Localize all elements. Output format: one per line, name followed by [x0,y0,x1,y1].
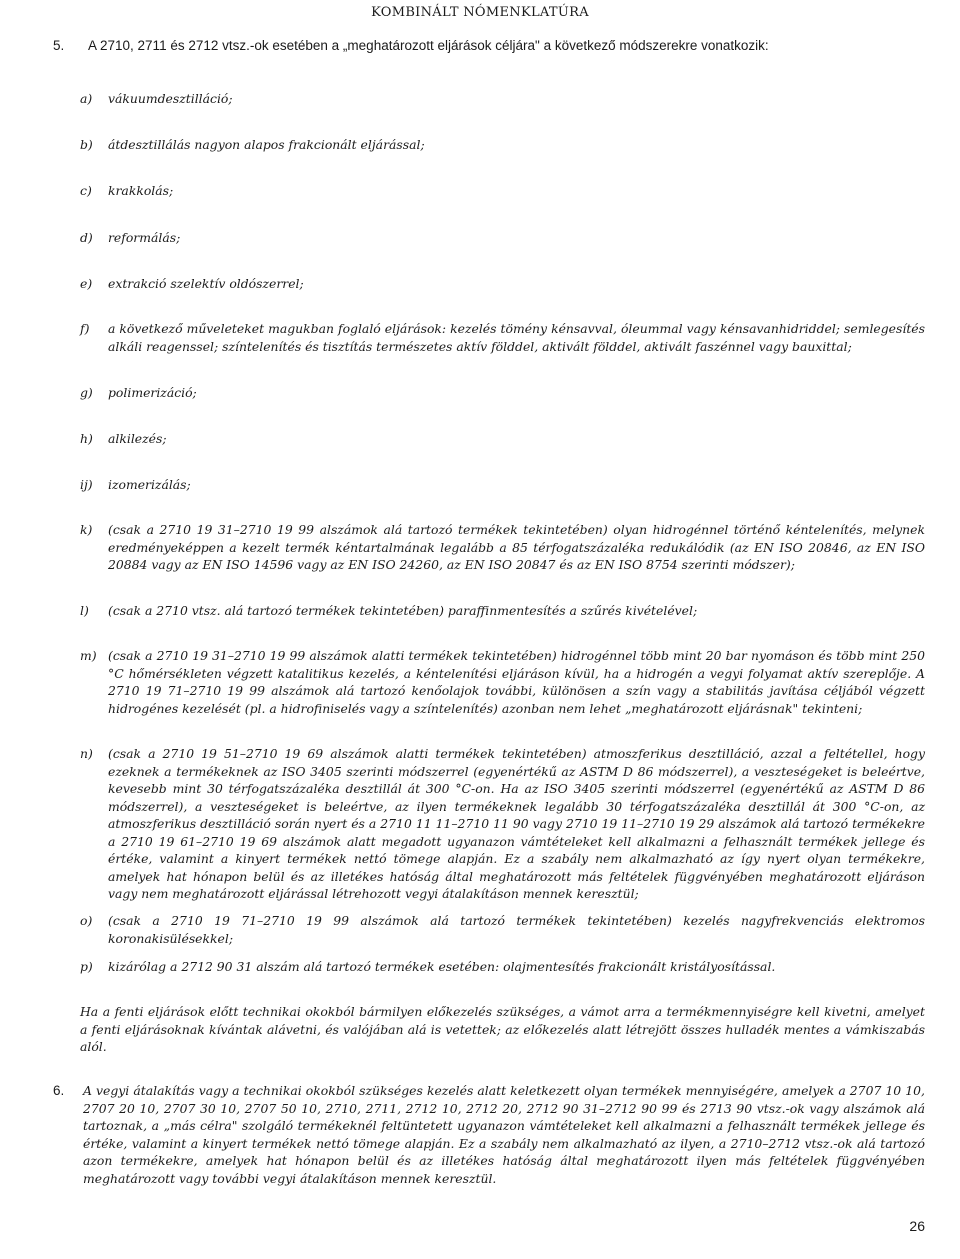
list-item-b [80,136,925,154]
list-item-label: d) [80,230,93,245]
list-item-text: (csak a 2710 19 31–2710 19 99 alszámok alá tartozó termékek tekintetében) olyan hidrogénnel történő kéntelenítés, melynek eredményeképpen a kezelt termék kéntartalmának legalább a 85 térfogatszázaléka redukálódik (az EN ISO 20846, az EN ISO 20884 vagy az EN ISO 14596 vagy az EN ISO 24260, az EN ISO 20847 és az EN ISO 8754 szerinti módszer); [108,522,925,572]
list-item-label: k) [80,522,93,537]
list-item-text: izomerizálás; [108,477,191,492]
list-item-d [80,229,925,247]
list-item-text: a következő műveleteket magukban foglaló eljárások: kezelés tömény kénsavval, óleummal vagy kénsavanhidriddel; semlegesítés alkáli reagenssel; színtelenítés és tisztítás természetes aktív földdel, aktivált földdel, aktivált faszénnel vagy bauxittal; [108,321,925,354]
point-5-number: 5. [53,38,65,53]
list-item-label: m) [80,648,97,663]
point-6-number: 6. [53,1083,65,1098]
list-item-n [80,745,925,903]
list-item-f [80,320,925,355]
list-item-m [80,647,925,717]
list-item-text: átdesztillálás nagyon alapos frakcionált eljárással; [108,137,425,152]
list-item-text: alkilezés; [108,431,167,446]
list-item-label: o) [80,913,93,928]
list-item-a [80,90,925,108]
list-item-label: e) [80,276,93,291]
list-item-l [80,602,925,620]
list-item-text: (csak a 2710 19 31–2710 19 99 alszámok alatti termékek tekintetében) hidrogénnel több mint 20 bar nyomáson és több mint 250 °C hőmérsékleten végzett katalitikus kezelés, a kéntelenítési eljáráson kívül, ha a hidrogén a vegyi folyamat aktív szereplője. A 2710 19 71–2710 19 99 alszámok alá tartozó kenőolajok további, különösen a szín vagy a stabilitás javítása céljából végzett hidrogénes kezelését (pl. a hidrofiniselés vagy a színtelenítés) azonban nem lehet „meghatározott eljárásnak" tekinteni; [108,648,925,716]
list-item-g [80,384,925,402]
list-item-text: vákuumdesztilláció; [108,91,233,106]
list-item-label: h) [80,431,93,446]
list-item-text: extrakció szelektív oldószerrel; [108,276,304,291]
list-item-label: l) [80,603,89,618]
list-item-e [80,275,925,293]
list-item-text: (csak a 2710 vtsz. alá tartozó termékek tekintetében) paraffinmentesítés a szűrés kivételével; [108,603,698,618]
list-item-label: b) [80,137,93,152]
list-item-k [80,521,925,574]
page-number: 26 [909,1218,925,1234]
list-item-text: (csak a 2710 19 71–2710 19 99 alszámok alá tartozó termékek tekintetében) kezelés nagyfrekvenciás elektromos koronakisülésekkel; [108,913,925,946]
list-item-label: g) [80,385,93,400]
list-item-label: p) [80,959,93,974]
list-item-text: kizárólag a 2712 90 31 alszám alá tartozó termékek esetében: olajmentesítés frakcionált kristályosítással. [108,959,776,974]
point-5 [53,38,933,53]
point-5-text: A 2710, 2711 és 2712 vtsz.-ok esetében a „meghatározott eljárások céljára" a következő módszerekre vonatkozik: [88,38,769,53]
point-6-text: A vegyi átalakítás vagy a technikai okokból szükséges kezelés alatt keletkezett olyan termékek mennyiségére, amelyek a 2707 10 10, 2707 20 10, 2707 30 10, 2707 50 10, 2710, 2711, 2712 10, 2712 20, 2712 90 31–2712 90 99 és 2713 90 vtsz.-ok vagy alszámok alá tartoznak, a „más célra" szolgáló termékeknél feltüntetett ugyanazon vámtételeket kell alkalmazni a felhasznált termékek jellege és értéke, valamint a kinyert termékek nettó tömege alapján. Ez a szabály nem alkalmazható az ilyen, a 2710–2712 vtsz.-ok alá tartozó azon termékekre, amelyek hat hónapon belül és az illetékes hatóság által meghatározott ilyen más feltételek függvényében meghatározott vagy további vegyi átalakításon mennek keresztül. [83,1083,925,1186]
list-item-ij [80,476,925,494]
point-6 [53,1082,925,1187]
list-item-p [80,958,925,976]
list-item-o [80,912,925,947]
list-item-c [80,182,925,200]
list-item-text: krakkolás; [108,183,174,198]
list-item-label: ij) [80,477,93,492]
page-header: KOMBINÁLT NÓMENKLATÚRA [371,5,589,20]
list-item-label: c) [80,183,92,198]
list-item-h [80,430,925,448]
list-item-text: polimerizáció; [108,385,197,400]
list-item-text: reformálás; [108,230,181,245]
list-item-text: (csak a 2710 19 51–2710 19 69 alszámok alatti termékek tekintetében) atmoszferikus desztilláció, azzal a feltétellel, hogy ezeknek a termékeknek az ISO 3405 szerinti módszerrel (egyenértékű az ASTM D 86 módszerrel), a veszteségeket is beleértve, kevesebb mint 30 térfogatszázaléka desztillál át 300 °C-on. Ha az ISO 3405 szerinti módszerrel (egyenértékű az ASTM D 86 módszerrel), a veszteségeket is beleértve, az ilyen termékeknek legalább 30 térfogatszázaléka desztillál át 300 °C-on, az atmoszferikus desztilláció során nyert és a 2710 11 11–2710 11 90 vagy 2710 19 11–2710 19 29 alszámok alá tartozó termékekre a 2710 19 61–2710 19 69 alszámok alatt megadott ugyanazon vámtételeket kell alkalmazni a felhasznált termékek jellege és értéke, valamint a kinyert termékek nettó tömege alapján. Ez a szabály nem alkalmazható az így nyert olyan termékekre, amelyek hat hónapon belül és az illetékes hatóság által meghatározott más feltételek függvényében meghatározott eljáráson vagy nem meghatározott eljárással létrehozott vegyi átalakításon mennek keresztül; [108,746,925,901]
list-item-label: a) [80,91,93,106]
closing-paragraph: Ha a fenti eljárások előtt technikai okokból bármilyen előkezelés szükséges, a vámot arra a termékmennyiségre kell kivetni, amelyet a fenti eljárásoknak kívántak alávetni, és valójában alá is vetettek; az előkezelés alatt létrejött összes hulladék mentes a vámkiszabás alól. [80,1004,925,1054]
list-item-label: n) [80,746,93,761]
list-item-label: f) [80,321,90,336]
